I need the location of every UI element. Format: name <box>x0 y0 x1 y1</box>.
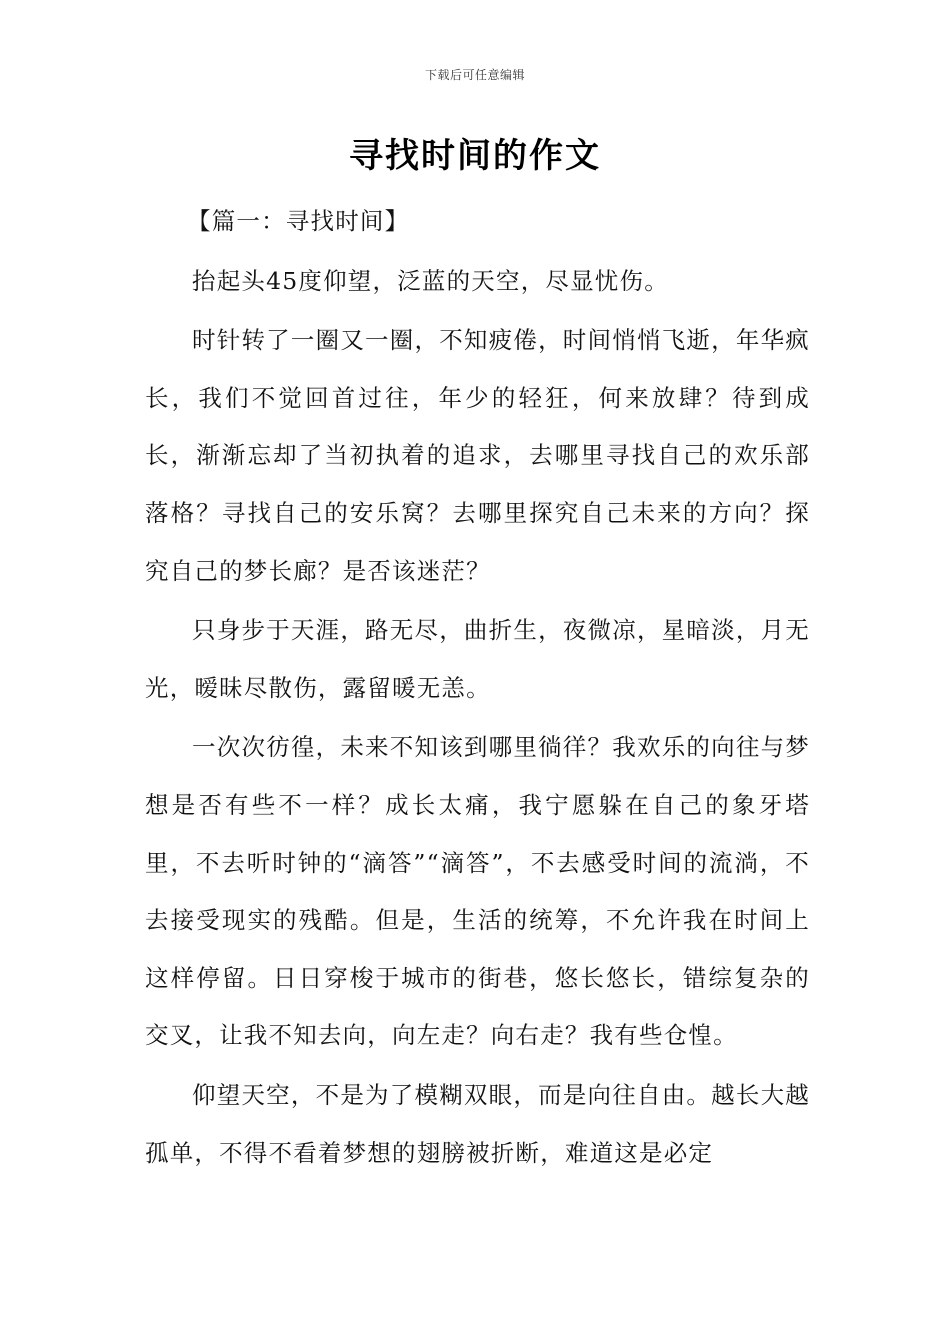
paragraph-3: 只身步于天涯，路无尽，曲折生，夜微凉，星暗淡，月无光，暧昧尽散伤，露留暖无恙。 <box>145 616 810 702</box>
paragraph-5: 仰望天空，不是为了模糊双眼，而是向往自由。越长大越孤单，不得不看着梦想的翅膀被折断，难道这是必定 <box>145 1080 810 1167</box>
paragraph-4: 一次次彷徨，未来不知该到哪里徜徉？我欢乐的向往与梦想是否有些不一样？成长太痛，我宁愿躲在自己的象牙塔里，不去听时钟的“滴答”“滴答”，不去感受时间的流淌，不去接受现实的残酷。但是，生活的统筹，不允许我在时间上这样停留。日日穿梭于城市的街巷，悠长悠长，错综复杂的交叉，让我不知去向，向左走？向右走？我有些仓惶。 <box>145 733 810 1050</box>
document-body <box>145 193 810 1184</box>
paragraph-2: 时针转了一圈又一圈，不知疲倦，时间悄悄飞逝，年华疯长，我们不觉回首过往，年少的轻狂，何来放肆？待到成长，渐渐忘却了当初执着的追求，去哪里寻找自己的欢乐部落格？寻找自己的安乐窝？去哪里探究自己未来的方向？探究自己的梦长廊？是否该迷茫？ <box>145 326 810 585</box>
section-heading: 【篇一：寻找时间】 <box>187 207 410 235</box>
page-header-note: 下载后可任意编辑 <box>424 68 525 82</box>
paragraph-1: 抬起头45度仰望，泛蓝的天空，尽显忧伤。 <box>192 266 669 295</box>
document-title: 寻找时间的作文 <box>349 136 601 176</box>
